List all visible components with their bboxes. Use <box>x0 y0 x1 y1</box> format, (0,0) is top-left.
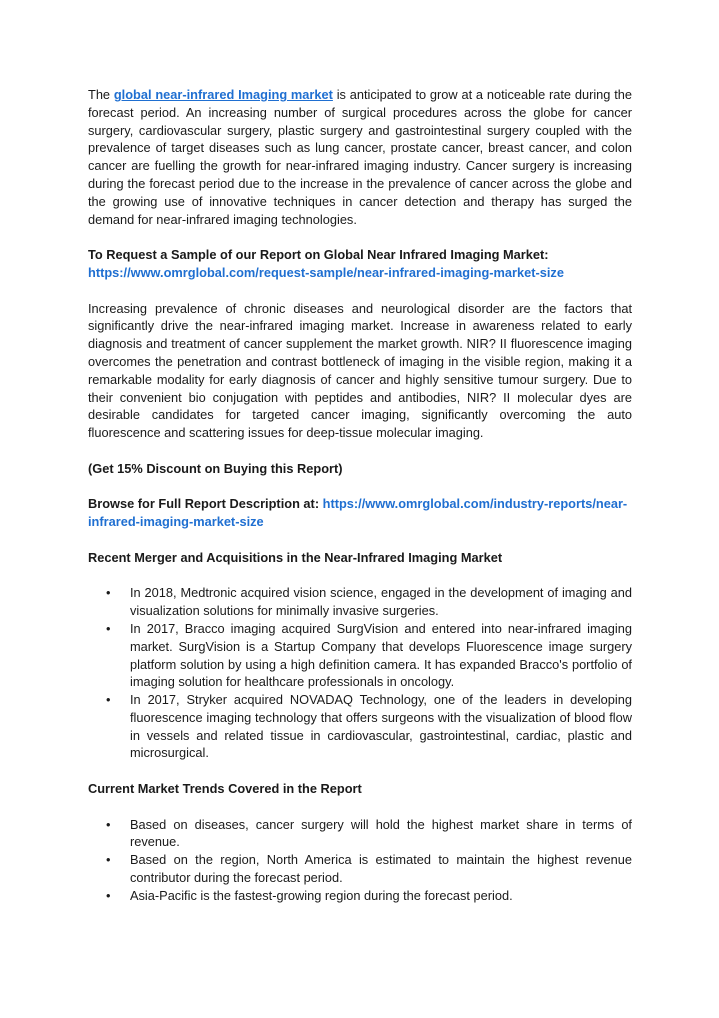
list-item-text: In 2018, Medtronic acquired vision science, engaged in the development of imaging and visualization solutions for minimally invasive surgeries. <box>130 585 632 619</box>
market-link[interactable]: global near-infrared Imaging market <box>113 87 333 102</box>
bullet-marker: • <box>106 692 111 708</box>
list-item <box>106 584 632 620</box>
mergers-list <box>88 584 632 762</box>
list-item-text: In 2017, Stryker acquired NOVADAQ Technology, one of the leaders in developing fluorescence imaging technology that offers surgeons with the visualization of blood flow in vessels and related tissue in cardiovascular, gastrointestinal, cardiac, plastic and microsurgical. <box>130 692 632 761</box>
bullet-marker: • <box>106 620 111 636</box>
list-item-text: Based on the region, North America is estimated to maintain the highest revenue contributor during the forecast period. <box>130 852 632 886</box>
list-item <box>106 851 632 887</box>
sample-request-label: To Request a Sample of our Report on Global Near Infrared Imaging Market: <box>88 247 549 263</box>
document-page <box>88 86 632 922</box>
intro-lead: The <box>88 87 114 102</box>
list-item <box>106 620 632 691</box>
bullet-marker: • <box>106 852 111 868</box>
browse-label: Browse for Full Report Description at: <box>88 496 323 512</box>
list-item <box>106 691 632 762</box>
trends-heading: Current Market Trends Covered in the Report <box>88 781 362 797</box>
list-item <box>106 887 632 905</box>
sample-request-paragraph <box>88 246 632 282</box>
bullet-marker: • <box>106 816 111 832</box>
bullet-marker: • <box>106 887 111 903</box>
browse-paragraph <box>88 495 632 531</box>
trends-list <box>88 816 632 905</box>
list-item-text: Asia-Pacific is the fastest-growing region during the forecast period. <box>130 887 513 903</box>
sample-request-link[interactable]: https://www.omrglobal.com/request-sample/near-infrared-imaging-market-size <box>88 264 564 280</box>
intro-paragraph <box>88 86 632 228</box>
list-item <box>106 816 632 852</box>
intro-rest: is anticipated to grow at a noticeable rate during the forecast period. An increasing number of surgical procedures across the globe for cancer surgery, cardiovascular surgery, plastic surgery and gastrointestinal surgery coupled with the prevalence of target diseases such as lung cancer, prostate cancer, breast cancer, and colon cancer are fuelling the growth for near-infrared imaging industry. Cancer surgery is increasing during the forecast period due to the increase in the prevalence of cancer across the globe and the growing use of innovative techniques in cancer detection and therapy has surged the demand for near-infrared imaging technologies. <box>88 87 632 227</box>
list-item-text: Based on diseases, cancer surgery will hold the highest market share in terms of revenue. <box>130 816 632 850</box>
list-item-text: In 2017, Bracco imaging acquired SurgVision and entered into near-infrared imaging market. SurgVision is a Startup Company that develops Fluorescence image surgery platform solution by using a high definition camera. It has expanded Bracco's portfolio of imaging solution for healthcare professionals in oncology. <box>130 620 632 690</box>
bullet-marker: • <box>106 585 111 601</box>
mergers-heading: Recent Merger and Acquisitions in the Near-Infrared Imaging Market <box>88 549 503 565</box>
browse-link[interactable]: https://www.omrglobal.com/industry-reports/near-infrared-imaging-market-size <box>88 496 628 530</box>
discount-note: (Get 15% Discount on Buying this Report) <box>88 460 343 476</box>
drivers-paragraph: Increasing prevalence of chronic diseases and neurological disorder are the factors that significantly drive the near-infrared imaging market. Increase in awareness related to early diagnosis and treatment of cancer supplement the market growth. NIR? II fluorescence imaging overcomes the penetration and contrast bottleneck of imaging in the visible region, making it a remarkable modality for early diagnosis of cancer and highly sensitive tumour surgery. Due to their convenient bio conjugation with peptides and antibodies, NIR? II molecular dyes are desirable candidates for targeted cancer imaging, significantly overcoming the auto fluorescence and scattering issues for deep-tissue molecular imaging. <box>88 300 632 441</box>
